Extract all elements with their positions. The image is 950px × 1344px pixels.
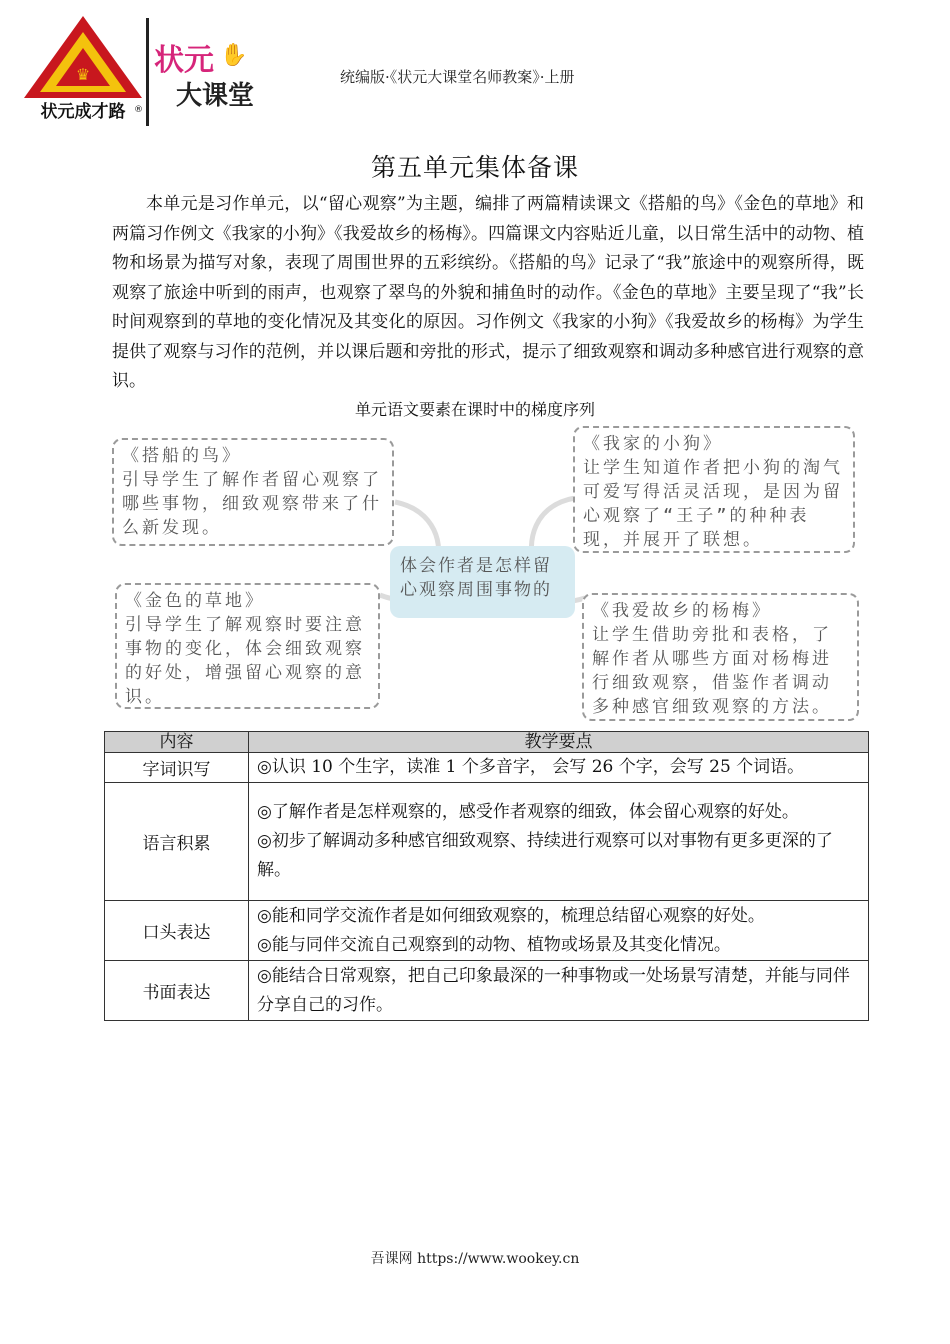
row-label: 语言积累 xyxy=(105,783,249,901)
table-row xyxy=(105,901,869,961)
mindmap-box-3 xyxy=(115,583,380,709)
header-points: 教学要点 xyxy=(249,732,869,753)
row-label: 字词识写 xyxy=(105,753,249,783)
point-text: ◎了解作者是怎样观察的，感受作者观察的细致，体会留心观察的好处。 xyxy=(257,802,799,822)
svg-text:大课堂: 大课堂 xyxy=(176,81,255,111)
row-points xyxy=(249,753,869,783)
box-title: 《我家的小狗》 xyxy=(583,434,723,454)
intro-paragraph: 本单元是习作单元，以“留心观察”为主题，编排了两篇精读课文《搭船的鸟》《金色的草地》和两篇习作例文《我家的小狗》《我爱故乡的杨梅》。四篇课文内容贴近儿童，以日常生活中的动物、植物和场景为描写对象，表现了周围世界的五彩缤纷。《搭船的鸟》记录了“我”旅途中的观察所得，既观察了旅途中听到的雨声，也观察了翠鸟的外貌和捕鱼时的动作。《金色的草地》主要呈现了“我”长时间观察到的草地的变化情况及其变化的原因。习作例文《我家的小狗》《我爱故乡的杨梅》为学生提供了观察与习作的范例，并以课后题和旁批的形式，提示了细致观察和调动多种感官进行观察的意识。 xyxy=(112,194,864,391)
table-header-row xyxy=(105,732,869,753)
mindmap-box-1 xyxy=(112,438,394,546)
box-text: 让学生知道作者把小狗的淘气可爱写得活灵活现，是因为留心观察了“王子”的种种表现，并展开了联想。 xyxy=(583,458,843,550)
svg-text:♛: ♛ xyxy=(75,65,91,84)
edition-text: 统编版·《状元大课堂名师教案》·上册 xyxy=(340,68,575,86)
point-text: ◎认识 10 个生字，读准 1 个多音字， 会写 26 个字，会写 25 个词语。 xyxy=(257,757,805,777)
svg-text:®: ® xyxy=(134,105,143,115)
header-content: 内容 xyxy=(105,732,249,753)
table-row xyxy=(105,961,869,1021)
row-points xyxy=(249,783,869,901)
logo-text: 状元成才路 xyxy=(40,102,126,122)
mindmap-box-4 xyxy=(582,593,859,721)
brand-wordmark xyxy=(150,32,270,112)
box-title: 《搭船的鸟》 xyxy=(122,446,242,466)
row-points xyxy=(249,901,869,961)
brand-logo xyxy=(22,14,144,124)
row-label: 书面表达 xyxy=(105,961,249,1021)
table-row xyxy=(105,783,869,901)
teaching-points-table xyxy=(104,731,869,1021)
point-text: ◎能结合日常观察，把自己印象最深的一种事物或一处场景写清楚，并能与同伴分享自己的习作。 xyxy=(257,965,850,1015)
point-text: ◎能与同伴交流自己观察到的动物、植物或场景及其变化情况。 xyxy=(257,934,731,955)
page-title: 第五单元集体备课 xyxy=(370,153,579,182)
header-divider xyxy=(146,18,149,126)
mindmap-center: 体会作者是怎样留心观察周围事物的 xyxy=(390,546,575,618)
mindmap-subtitle: 单元语文要素在课时中的梯度序列 xyxy=(354,400,595,419)
box-title: 《金色的草地》 xyxy=(125,591,265,611)
svg-text:状元: 状元 xyxy=(154,43,214,78)
svg-text:✋: ✋ xyxy=(220,43,248,68)
row-label: 口头表达 xyxy=(105,901,249,961)
mindmap-box-2 xyxy=(573,426,855,553)
box-text: 引导学生了解观察时要注意事物的变化，体会细致观察的好处，增强留心观察的意识。 xyxy=(125,615,365,707)
box-title: 《我爱故乡的杨梅》 xyxy=(592,601,772,621)
row-points xyxy=(249,961,869,1021)
box-text: 让学生借助旁批和表格，了解作者从哪些方面对杨梅进行细致观察，借鉴作者调动多种感官细致观察的方法。 xyxy=(592,625,832,717)
table-row xyxy=(105,753,869,783)
footer-text: 吾课网 https://www.wookey.cn xyxy=(370,1251,580,1267)
box-text: 引导学生了解作者留心观察了哪些事物，细致观察带来了什么新发现。 xyxy=(122,470,382,538)
point-text: ◎初步了解调动多种感官细致观察、持续进行观察可以对事物有更多更深的了解。 xyxy=(257,831,833,880)
point-text: ◎能和同学交流作者是如何细致观察的，梳理总结留心观察的好处。 xyxy=(257,905,765,926)
